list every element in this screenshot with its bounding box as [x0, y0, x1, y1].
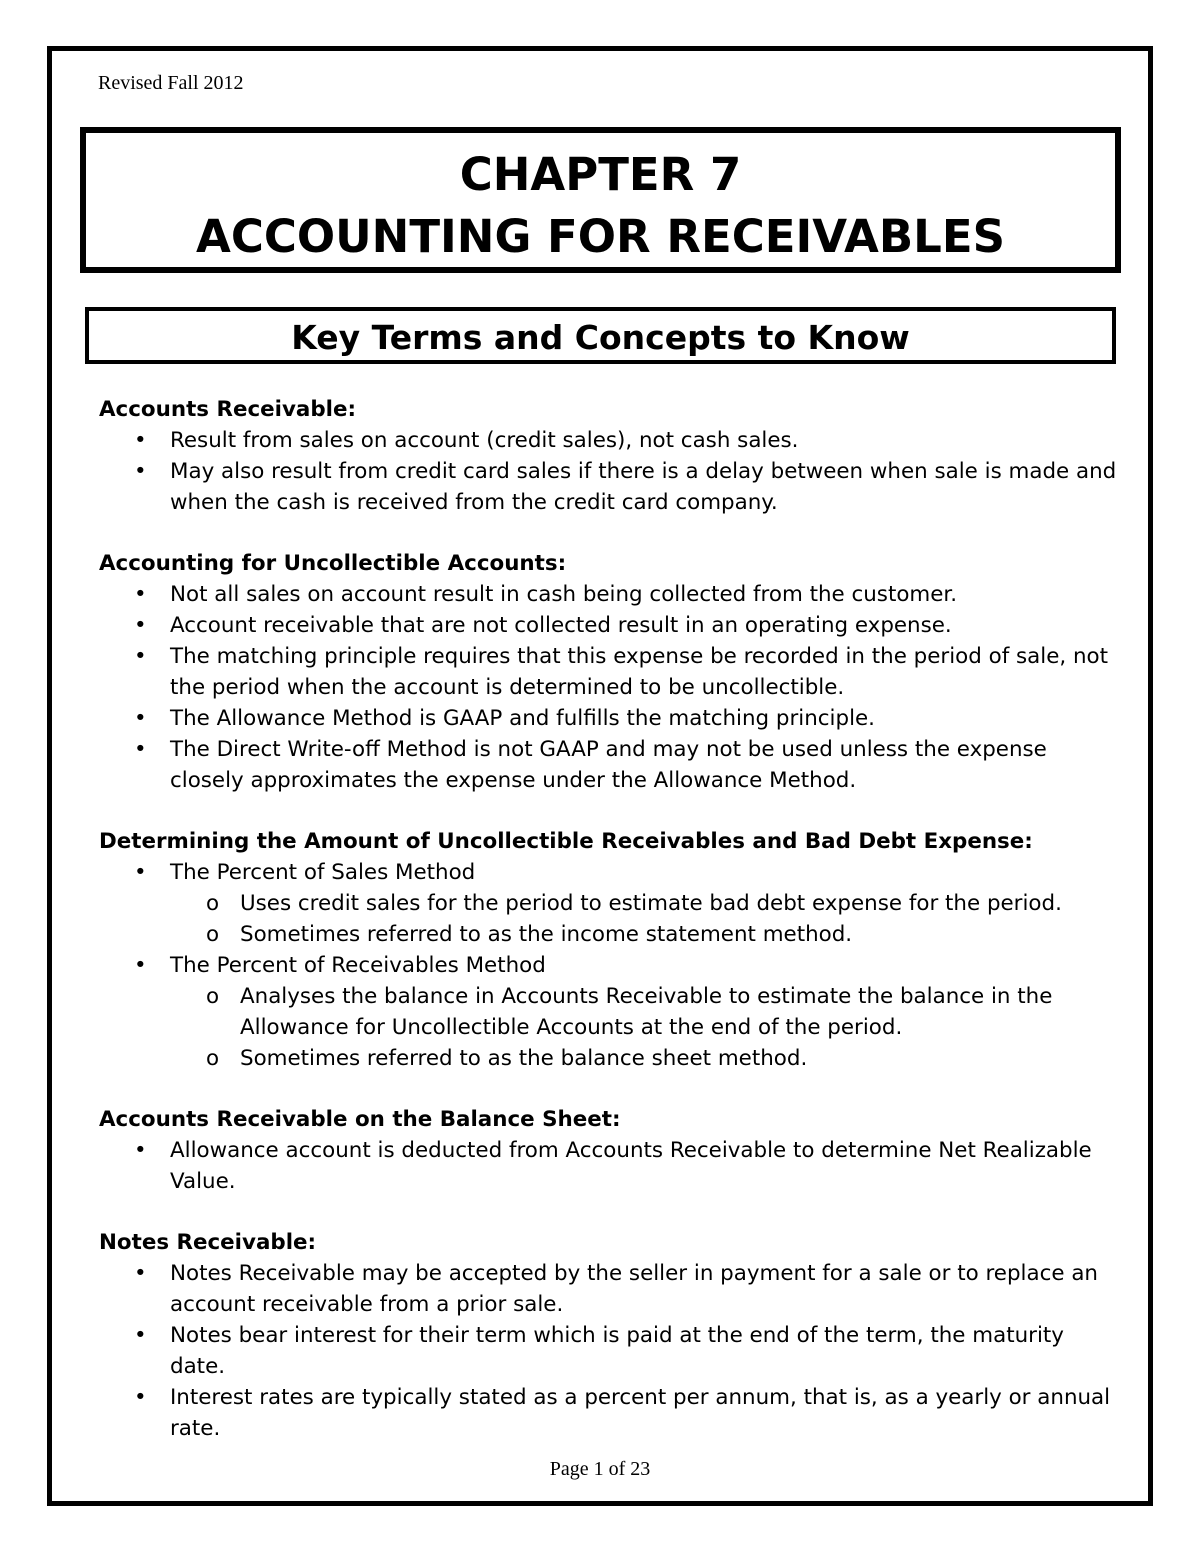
bullet-item: • Notes bear interest for their term which is paid at the end of the term, the maturity date.	[170, 1320, 1119, 1382]
chapter-number: CHAPTER 7	[459, 148, 742, 201]
bullet-item	[170, 950, 1119, 1074]
section-determining-amount	[99, 826, 1119, 1074]
section-balance-sheet	[99, 1104, 1119, 1197]
bullet-item: • Not all sales on account result in cash being collected from the customer.	[170, 579, 1119, 610]
sub-bullet-list	[170, 981, 1119, 1074]
section-title-box: Key Terms and Concepts to Know	[85, 307, 1116, 364]
bullet-list	[99, 1258, 1119, 1444]
sub-bullet-item: o Sometimes referred to as the balance sheet method.	[240, 1043, 1119, 1074]
bullet-item: • Allowance account is deducted from Accounts Receivable to determine Net Realizable Value.	[170, 1135, 1119, 1197]
section-uncollectible-accounts	[99, 548, 1119, 796]
document-body	[99, 394, 1119, 1474]
bullet-list	[99, 857, 1119, 1074]
bullet-list	[99, 579, 1119, 796]
section-heading: Accounts Receivable on the Balance Sheet:	[99, 1107, 621, 1132]
bullet-item: • Notes Receivable may be accepted by the seller in payment for a sale or to replace an account receivable from a prior sale.	[170, 1258, 1119, 1320]
sub-bullet-item: o Analyses the balance in Accounts Receivable to estimate the balance in the Allowance for Uncollectible Accounts at the end of the period.	[240, 981, 1119, 1043]
page-number: Page 1 of 23	[549, 1458, 651, 1480]
section-heading: Notes Receivable:	[99, 1230, 317, 1255]
bullet-item: • Result from sales on account (credit sales), not cash sales.	[170, 425, 1119, 456]
bullet-list	[99, 1135, 1119, 1197]
section-accounts-receivable	[99, 394, 1119, 518]
chapter-title-box	[80, 127, 1121, 273]
bullet-item: • The Direct Write-off Method is not GAAP and may not be used unless the expense closely approximates the expense under the Allowance Method.	[170, 734, 1119, 796]
bullet-text: The Percent of Sales Method	[170, 860, 476, 885]
sub-bullet-item: o Sometimes referred to as the income statement method.	[240, 919, 1119, 950]
section-heading: Accounting for Uncollectible Accounts:	[99, 551, 567, 576]
section-heading: Accounts Receivable:	[99, 397, 357, 422]
bullet-item: • May also result from credit card sales if there is a delay between when sale is made and when the cash is received from the credit card company.	[170, 456, 1119, 518]
bullet-list	[99, 425, 1119, 518]
bullet-item: • Interest rates are typically stated as a percent per annum, that is, as a yearly or annual rate.	[170, 1382, 1119, 1444]
sub-bullet-item: o Uses credit sales for the period to estimate bad debt expense for the period.	[240, 888, 1119, 919]
section-notes-receivable	[99, 1227, 1119, 1444]
bullet-item	[170, 857, 1119, 950]
bullet-item: • The Allowance Method is GAAP and fulfills the matching principle.	[170, 703, 1119, 734]
revision-note: Revised Fall 2012	[98, 72, 244, 94]
bullet-item: • The matching principle requires that this expense be recorded in the period of sale, not the period when the account is determined to be uncollectible.	[170, 641, 1119, 703]
section-heading: Determining the Amount of Uncollectible Receivables and Bad Debt Expense:	[99, 829, 1033, 854]
sub-bullet-list	[170, 888, 1119, 950]
bullet-item: • Account receivable that are not collected result in an operating expense.	[170, 610, 1119, 641]
chapter-title: ACCOUNTING FOR RECEIVABLES	[196, 210, 1005, 263]
bullet-text: The Percent of Receivables Method	[170, 953, 546, 978]
